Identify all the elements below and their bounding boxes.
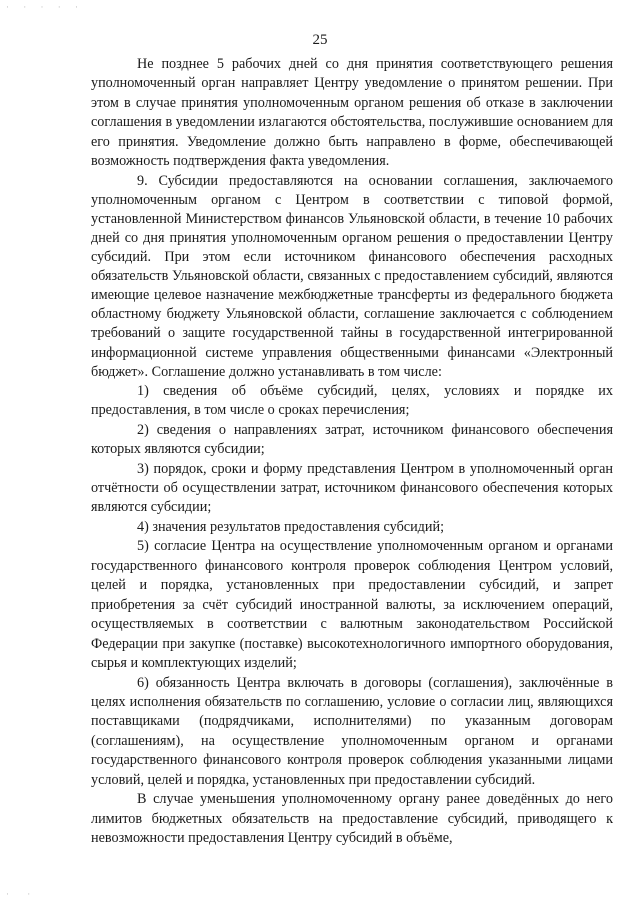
scan-edge-mark: · ·	[6, 889, 39, 899]
list-item-5: 5) согласие Центра на осуществление уполномоченным органом и органами государственного финансового контроля проверок соблюдения Центром условий, целей и порядка, установленных при предоставлении субсидий, и запрет приобретения за счёт субсидий иностранной валюты, за исключением операций, осуществляемых в соответствии с валютным законодательством Российской Федерации при закупке (поставке) высокотехнологичного импортного оборудования, сырья и комплектующих изделий;	[91, 538, 613, 672]
paragraph-limits-reduction: В случае уменьшения уполномоченному органу ранее доведённых до него лимитов бюджетных обязательств на предоставление субсидий, приводящего к невозможности предоставления Центру субсидий в объёме,	[91, 791, 613, 847]
scan-edge-mark: · · · · ·	[6, 2, 84, 12]
paragraph-item-9: 9. Субсидии предоставляются на основании соглашения, заключаемого уполномоченным органом с Центром в соответствии с типовой формой, установленной Министерством финансов Ульяновской области, в течение 10 рабочих дней со дня принятия уполномоченным органом решения о предоставлении Центру субсидий. При этом если источником финансового обеспечения расходных обязательств Ульяновской области, связанных с предоставлением субсидий, являются имеющие целевое назначение межбюджетные трансферты из федерального бюджета областному бюджету Ульяновской области, соглашение заключается с соблюдением требований о защите государственной тайны в государственной интегрированной информационной системе управления общественными финансами «Электронный бюджет». Соглашение должно устанавливать в том числе:	[91, 172, 613, 380]
list-item-4: 4) значения результатов предоставления субсидий;	[137, 518, 445, 535]
list-item-6: 6) обязанность Центра включать в договоры (соглашения), заключённые в целях исполнения обязательств по соглашению, условие о согласии лиц, являющихся поставщиками (подрядчиками, исполнителями) по указанным договорам (соглашениям), на осуществление уполномоченным органом и органами государственного финансового контроля проверок соблюдения указанными лицами условий, целей и порядка, установленных при предоставлении субсидий.	[91, 674, 613, 788]
document-body	[91, 55, 613, 849]
paragraph-notification: Не позднее 5 рабочих дней со дня принятия соответствующего решения уполномоченный орган направляет Центру уведомление о принятом решении. При этом в случае принятия уполномоченным органом решения об отказе в заключении соглашения в уведомлении излагаются обстоятельства, послужившие основанием для его принятия. Уведомление должно быть направлено в форме, обеспечивающей возможность подтверждения факта уведомления.	[91, 56, 613, 170]
list-item-3: 3) порядок, сроки и форму представления Центром в уполномоченный орган отчётности об осуществлении затрат, источником финансового обеспечения которых являются субсидии;	[91, 460, 613, 516]
list-item-2: 2) сведения о направлениях затрат, источником финансового обеспечения которых являются субсидии;	[91, 421, 613, 458]
list-item-1: 1) сведения об объёме субсидий, целях, условиях и порядке их предоставления, в том числе о сроках перечисления;	[91, 382, 613, 419]
page-number: 25	[312, 32, 328, 48]
